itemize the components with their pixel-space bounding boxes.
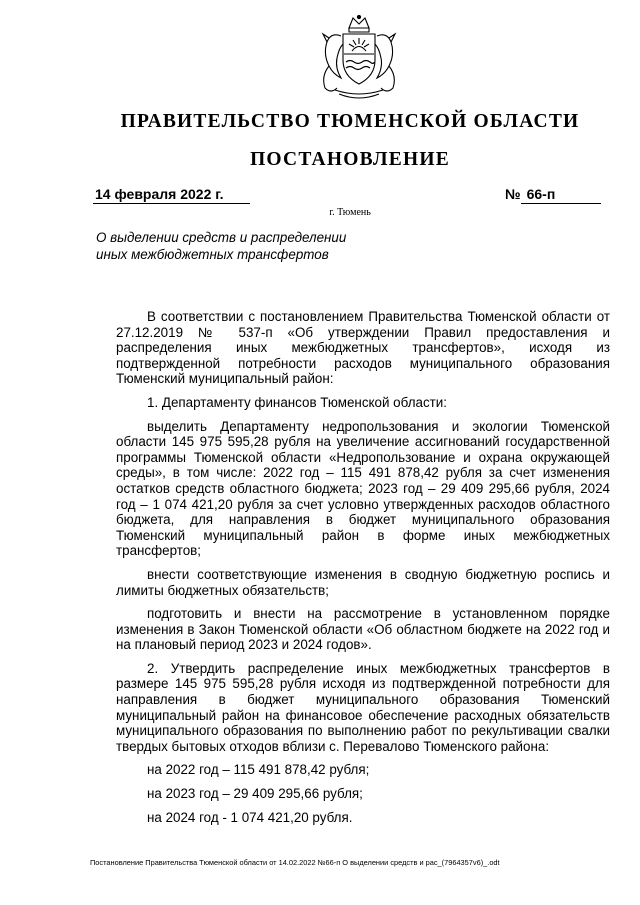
tyumen-coat-of-arms-icon [313,14,405,102]
document-number: 66-п [521,185,601,204]
preamble-paragraph: В соответствии с постановлением Правительства Тюменской области от 27.12.2019 № 537-п «Об утверждении Правил предоставления и распределения иных межбюджетных трансфертов», исходя из подтвержденной потребности расходов муниципального образования Тюменский муниципальный район: [116,309,610,387]
subject-line-1: О выделении средств и распределении [96,230,347,245]
city-label: г. Тюмень [329,207,371,218]
document-body [116,309,610,825]
document-number-block [505,185,605,204]
item-1b-paragraph: внести соответствующие изменения в сводную бюджетную роспись и лимиты бюджетных обязательств; [116,566,610,598]
subject-line-2: иных межбюджетных трансфертов [96,247,329,262]
item-1-heading: 1. Департаменту финансов Тюменской области: [147,394,447,410]
item-1c-paragraph: подготовить и внести на рассмотрение в установленном порядке изменения в Закон Тюменской области «Об областном бюджете на 2022 год и на плановый период 2023 и 2024 годов». [116,606,610,653]
document-subject [96,229,396,263]
item-2-paragraph: 2. Утвердить распределение иных межбюджетных трансфертов в размере 145 975 595,28 рубля исходя из подтвержденной потребности для направления в бюджет муниципального образования Тюменский муниципальный район на финансовое обеспечение расходных обязательств муниципального образования по выполнению работ по рекультивации свалки твердых бытовых отходов вблизи с. Перевалово Тюменского района: [116,660,610,754]
page-footer: Постановление Правительства Тюменской области от 14.02.2022 №66-п О выделении средств и рас_(7964357v6)_.odt [90,858,500,867]
document-kind: ПОСТАНОВЛЕНИЕ [250,149,450,170]
sum-2024: на 2024 год - 1 074 421,20 рубля. [147,809,353,825]
organization-title: ПРАВИТЕЛЬСТВО ТЮМЕНСКОЙ ОБЛАСТИ [120,111,580,132]
sum-2022: на 2022 год – 115 491 878,42 рубля; [147,762,370,778]
item-1a-paragraph: выделить Департаменту недропользования и экологии Тюменской области 145 975 595,28 рубля на увеличение ассигнований государственной программы Тюменской области «Недропользование и охрана окружающей среды», в том числе: 2022 год – 115 491 878,42 рубля за счет изменения остатков средств областного бюджета; 2023 год – 29 409 295,66 рубля, 2024 год – 1 074 421,20 рубля за счет условно утвержденных расходов областного бюджета, для направления в бюджет муниципального образования Тюменский муниципальный район в форме иных межбюджетных трансфертов; [116,418,610,559]
number-sign: № [505,186,521,202]
document-date: 14 февраля 2022 г. [93,185,250,204]
sum-2023: на 2023 год – 29 409 295,66 рубля; [147,786,363,802]
